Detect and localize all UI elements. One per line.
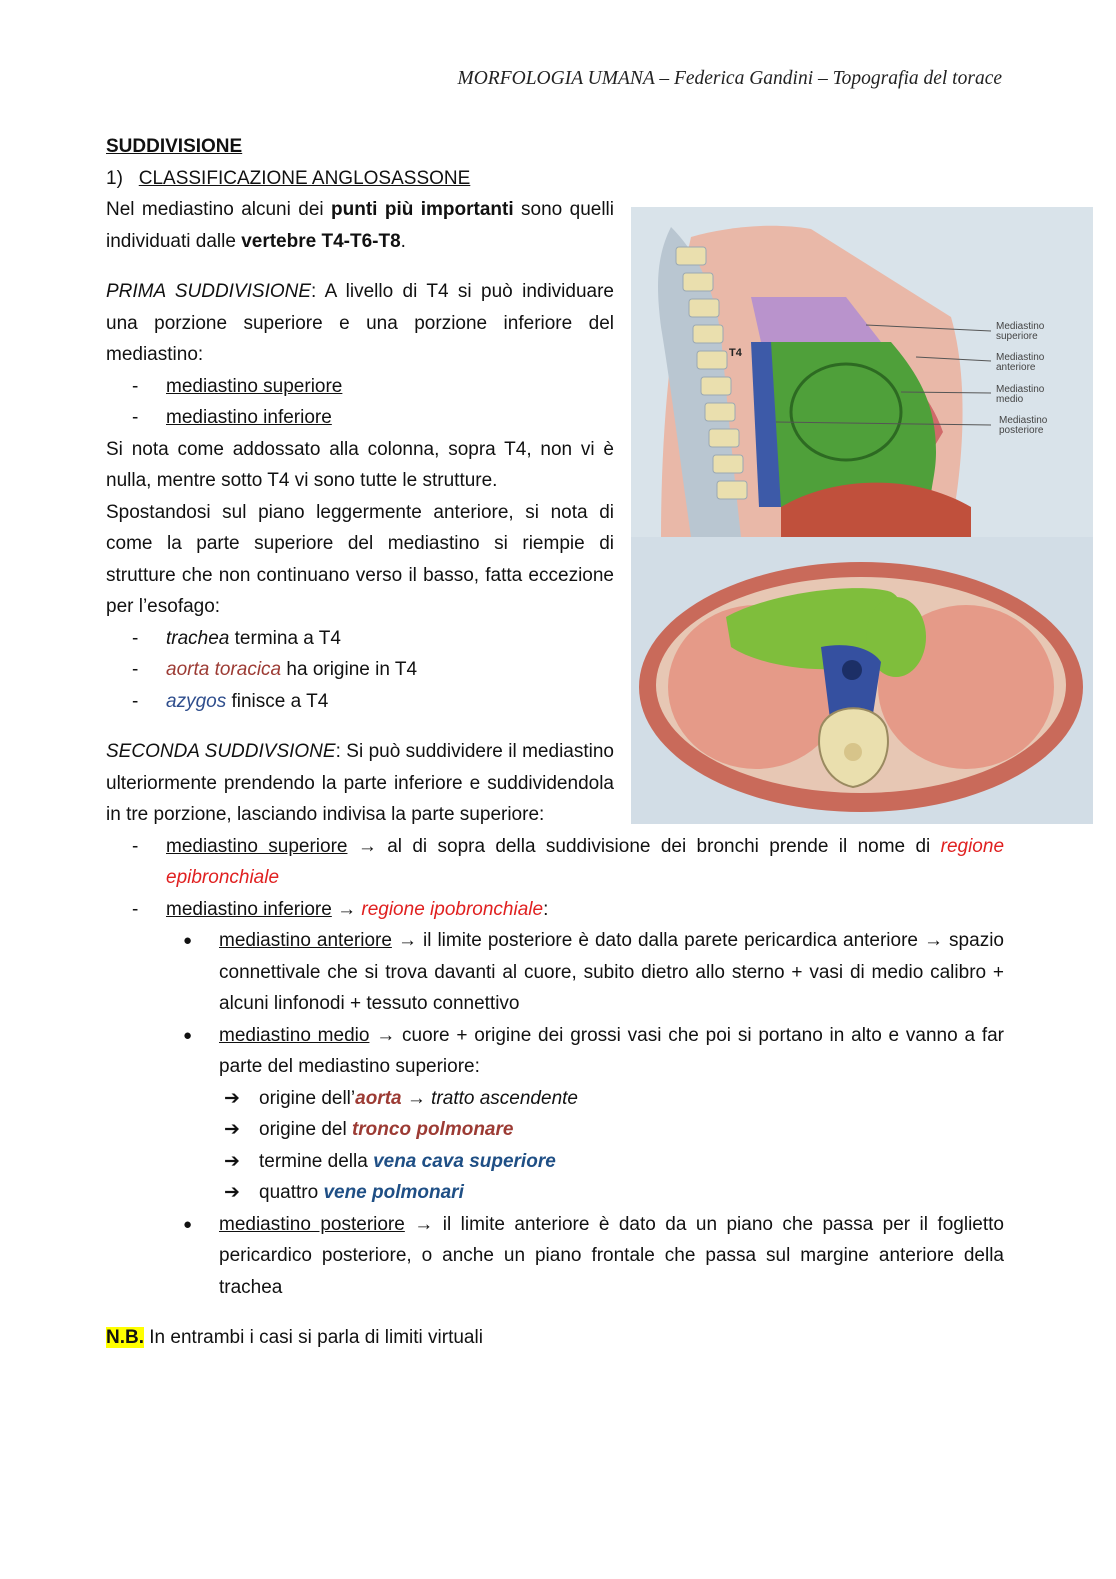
- list-item: [106, 1020, 1004, 1083]
- list-item: [106, 925, 1004, 1020]
- label-medio-1: Mediastino: [996, 384, 1045, 395]
- bullet-icon: ●: [183, 932, 193, 949]
- vessel-name: vene polmonari: [323, 1182, 464, 1203]
- label-superiore-2: superiore: [996, 331, 1038, 342]
- bullet-icon: ●: [183, 1026, 193, 1044]
- nb-label: N.B.: [106, 1327, 144, 1348]
- intro-vertebre: vertebre T4-T6-T8: [241, 230, 401, 252]
- section-title: [106, 131, 1004, 163]
- item-term: mediastino posteriore: [219, 1213, 405, 1235]
- item-text: → il limite anteriore è dato da un piano che passa per il foglietto pericardico posteriore, o anche un piano frontale che passa sul margine anteriore della trachea: [219, 1213, 1004, 1298]
- structure-name: azygos: [166, 690, 227, 712]
- item-text: quattro: [259, 1182, 324, 1203]
- structure-name: trachea: [166, 627, 230, 649]
- prima-paragraph-2: Si nota come addossato alla colonna, sopra T4, non vi è nulla, mentre sotto T4 vi sono tutte le strutture.: [106, 438, 614, 491]
- arrow-right-icon: ➔: [224, 1182, 240, 1203]
- item-text: → al di sopra della suddivisione dei bronchi prende il nome di: [347, 835, 941, 857]
- item-text: mediastino inferiore: [166, 407, 332, 428]
- seconda-text: : Si può suddividere il mediastino ulteriormente prendendo la parte inferiore e suddividendola in tre porzione, lasciando indivisa la parte superiore:: [106, 741, 614, 825]
- label-posteriore-1: Mediastino: [999, 415, 1048, 426]
- prima-label: PRIMA SUDDIVISIONE: [106, 281, 312, 302]
- vessel-name: aorta: [355, 1087, 402, 1109]
- item-text: :: [543, 898, 549, 920]
- anatomy-illustration: [631, 207, 1093, 824]
- subsection-title: CLASSIFICAZIONE ANGLOSASSONE: [138, 167, 471, 189]
- label-anteriore-1: Mediastino: [996, 352, 1045, 363]
- structure-name: aorta toracica: [166, 659, 282, 680]
- arrow-right-icon: ➔: [224, 1119, 240, 1140]
- item-text: →: [401, 1087, 432, 1109]
- item-text: → cuore + origine dei grossi vasi che poi si portano in alto e vanno a far parte del mediastino superiore:: [219, 1024, 1005, 1077]
- seconda-paragraph: [106, 736, 614, 831]
- esophagus-axial: [842, 660, 862, 680]
- prima-paragraph: [106, 276, 614, 371]
- arrow-right-icon: ➔: [224, 1087, 240, 1109]
- mediastinum-figure: [631, 207, 1093, 824]
- label-medio-2: medio: [996, 394, 1024, 405]
- label-posteriore-2: posteriore: [999, 425, 1044, 436]
- prima-paragraph-3: Spostandosi sul piano leggermente anteriore, si nota di come la parte superiore del mediastino si riempie di strutture che non continuano verso il basso, fatta eccezione per l’esofago:: [106, 501, 614, 617]
- intro-text: Nel mediastino alcuni dei: [106, 199, 332, 220]
- posteriore-sublist: [106, 1209, 1004, 1304]
- item-term: mediastino inferiore: [166, 898, 332, 920]
- nb-text: In entrambi i casi si parla di limiti virtuali: [144, 1327, 483, 1348]
- item-text: tratto ascendente: [431, 1087, 578, 1109]
- list-item: [106, 1177, 1004, 1209]
- vertebra-label: T4: [729, 347, 742, 359]
- intro-bold: punti più importanti: [331, 199, 514, 220]
- list-item: [106, 831, 1004, 894]
- vessel-name: tronco polmonare: [351, 1119, 514, 1140]
- spinal-canal: [844, 743, 862, 761]
- section-title-text: SUDDIVISIONE: [106, 136, 243, 157]
- item-term: mediastino anteriore: [219, 930, 392, 951]
- list-item: [106, 1209, 1004, 1304]
- item-term: mediastino medio: [219, 1024, 370, 1046]
- item-term: mediastino superiore: [166, 835, 348, 857]
- region-name: regione epibronchiale: [166, 835, 1005, 888]
- item-text: termine della: [259, 1150, 374, 1172]
- list-item: [106, 1146, 1004, 1178]
- structure-text: termina a T4: [229, 627, 341, 649]
- subsection-heading: [106, 163, 1004, 195]
- seconda-list: [106, 831, 1004, 926]
- item-text: mediastino superiore: [166, 375, 343, 397]
- bullet-icon: ●: [183, 1215, 193, 1233]
- item-text: origine del: [259, 1119, 352, 1140]
- item-text: → il limite posteriore è dato dalla parete pericardica anteriore → spazio connettivale che si trova davanti al cuore, subito dietro allo sterno + vasi di medio calibro + alcuni linfonodi + tessuto connettivo: [219, 930, 1004, 1014]
- list-item: [106, 894, 1004, 926]
- intro-text: .: [400, 230, 406, 252]
- label-superiore-1: Mediastino: [996, 321, 1045, 332]
- intro-text: sono quelli individuati dalle: [106, 199, 614, 252]
- inferiore-sublist: [106, 925, 1004, 1083]
- arrow-right-icon: ➔: [224, 1150, 240, 1172]
- item-text: origine dell’: [259, 1087, 356, 1109]
- intro-paragraph: [106, 194, 614, 257]
- medio-sublist: [106, 1083, 1004, 1209]
- label-anteriore-2: anteriore: [996, 362, 1036, 373]
- item-text: →: [331, 898, 362, 920]
- seconda-label: SECONDA SUDDIVSIONE: [106, 741, 336, 762]
- region-name: regione ipobronchiale: [361, 898, 544, 920]
- structure-text: ha origine in T4: [281, 659, 418, 680]
- structure-text: finisce a T4: [226, 690, 329, 712]
- prima-text: : A livello di T4 si può individuare una porzione superiore e una porzione inferiore del mediastino:: [106, 281, 614, 365]
- nb-paragraph: [106, 1322, 1004, 1354]
- list-item: [106, 1114, 1004, 1146]
- subsection-number: 1): [106, 167, 123, 189]
- page-header: MORFOLOGIA UMANA – Federica Gandini – Topografia del torace: [457, 68, 1002, 89]
- vessel-name: vena cava superiore: [373, 1150, 556, 1172]
- list-item: [106, 1083, 1004, 1115]
